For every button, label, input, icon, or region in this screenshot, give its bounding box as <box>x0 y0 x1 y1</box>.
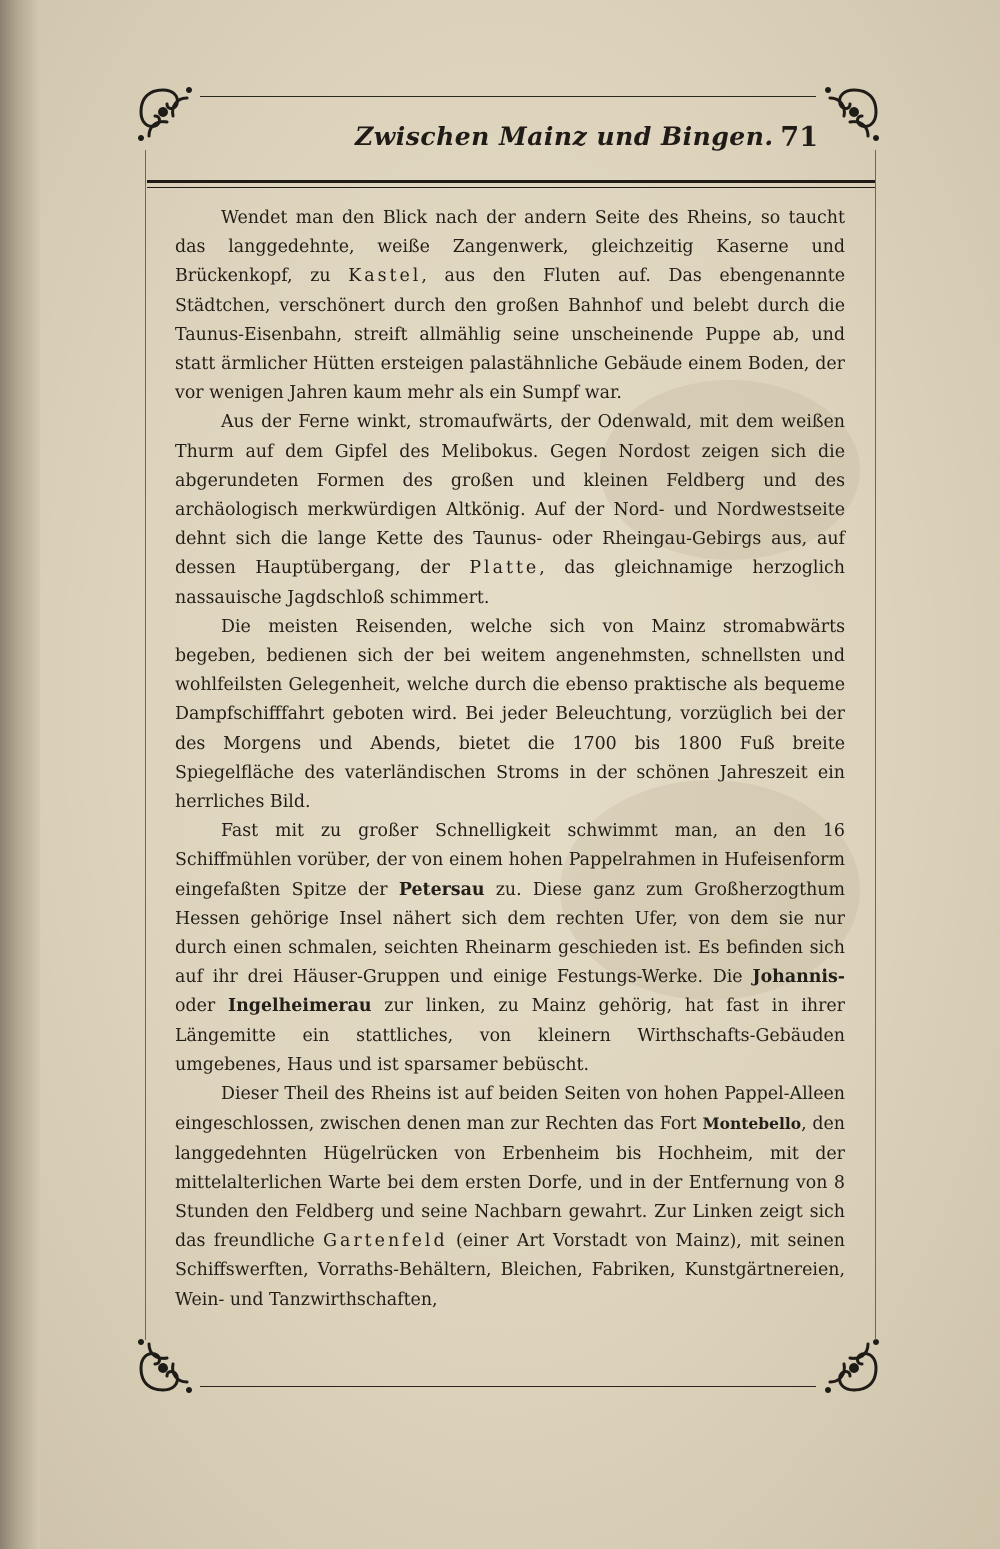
paragraph-4-oder: oder <box>175 996 216 1017</box>
place-name-kastel: Kastel <box>348 266 422 287</box>
frame-bottom-rule <box>200 1386 816 1387</box>
place-name-platte: Platte <box>469 558 540 579</box>
page-body <box>175 204 845 1315</box>
place-name-petersau: Petersau <box>398 879 485 900</box>
place-name-johannis: Johannis- <box>752 967 846 988</box>
paragraph-2-text: Aus der Ferne winkt, stromaufwärts, der Odenwald, mit dem weißen Thurm auf dem Gipfel des Melibokus. Gegen Nordost zeigen sich die abgerundeten Formen des großen und kleinen Feldberg und des archäologisch merkwürdigen Altkönig. Auf der Nord- und Nordwestseite dehnt sich die lange Kette des Taunus- oder Rheingau-Gebirgs aus, auf dessen Hauptübergang, der <box>175 412 845 579</box>
page-header <box>150 122 870 162</box>
running-title: Zwischen Mainz und Bingen. <box>355 122 774 151</box>
paragraph-2 <box>175 408 845 612</box>
bottom-right-fleuron-icon <box>822 1336 884 1398</box>
paragraph-3 <box>175 613 845 817</box>
frame-right-rule <box>875 150 876 1340</box>
place-name-gartenfeld: Gartenfeld <box>323 1231 448 1252</box>
book-gutter <box>0 0 40 1549</box>
header-double-rule <box>147 180 875 188</box>
page-number: 71 <box>780 122 818 153</box>
paragraph-1 <box>175 204 845 408</box>
paragraph-5-text-end: (einer Art Vorstadt von Mainz), mit seinen Schiffswerften, Vorraths-Behältern, Bleichen, Fabriken, Kunstgärtnereien, Wein- und Tanzwirthschaften, <box>175 1231 846 1310</box>
paragraph-4-text: Fast mit zu großer Schnelligkeit schwimmt man, an den 16 Schiffmühlen vorüber, der von einem hohen Pappelrahmen in Hufeisenform eingefaßten Spitze der <box>175 821 845 900</box>
paragraph-1-text-end: , aus den Fluten auf. Das ebengenannte Städtchen, verschönert durch den großen Bahnhof und belebt durch die Taunus-Eisenbahn, streift allmählig seine unscheinende Puppe ab, und statt ärmlicher Hütten ersteigen palastähnliche Gebäude einem Boden, der vor wenigen Jahren kaum mehr als ein Sumpf war. <box>175 266 845 404</box>
place-name-ingelheimerau: Ingelheimerau <box>228 996 372 1017</box>
frame-top-rule <box>200 96 816 97</box>
paragraph-3-text: Die meisten Reisenden, welche sich von Mainz stromabwärts begeben, bedienen sich der bei weitem angenehmsten, schnellsten und wohlfeilsten Gelegenheit, welche durch die ebenso praktische als bequeme Dampfschifffahrt geboten wird. Bei jeder Beleuchtung, vorzüglich bei der des Morgens und Abends, bietet die 1700 bis 1800 Fuß breite Spiegelfläche des vaterländischen Stroms in der schönen Jahreszeit ein herrliches Bild. <box>175 616 845 813</box>
paragraph-1-text: Wendet man den Blick nach der andern Seite des Rheins, so taucht das langgedehnte, weiße Zangenwerk, gleichzeitig Kaserne und Brückenkopf, zu <box>175 208 845 287</box>
frame-left-rule <box>145 150 146 1340</box>
paragraph-5 <box>175 1080 845 1315</box>
paragraph-4-text-mid: zu. Diese ganz zum Großherzogthum Hessen gehörige Insel nähert sich dem rechten Ufer, von dem sie nur durch einen schmalen, seichten Rheinarm geschieden ist. Es befinden sich auf ihr drei Häuser-Gruppen und einige Festungs-Werke. Die <box>175 879 845 988</box>
paragraph-2-text-end: , das gleichnamige herzoglich nassauische Jagdschloß schimmert. <box>175 558 846 608</box>
paragraph-4-text-end: zur linken, zu Mainz gehörig, hat fast in ihrer Längemitte ein stattliches, von kleinern Wirthschafts-Gebäuden umgebenes, Haus und ist sparsamer bebüscht. <box>175 996 845 1075</box>
bottom-left-fleuron-icon <box>133 1336 195 1398</box>
paragraph-5-text-mid: , den langgedehnten Hügelrücken von Erbenheim bis Hochheim, mit der mittelalterlichen Warte bei dem ersten Dorfe, und in der Entfernung von 8 Stunden den Feldberg und seine Nachbarn gewahrt. Zur Linken zeigt sich das freundliche <box>175 1114 845 1252</box>
paragraph-5-text: Dieser Theil des Rheins ist auf beiden Seiten von hohen Pappel-Alleen eingeschlossen, zwischen denen man zur Rechten das Fort <box>175 1084 845 1135</box>
place-name-montebello: Montebello <box>702 1114 802 1134</box>
paragraph-4 <box>175 817 845 1080</box>
